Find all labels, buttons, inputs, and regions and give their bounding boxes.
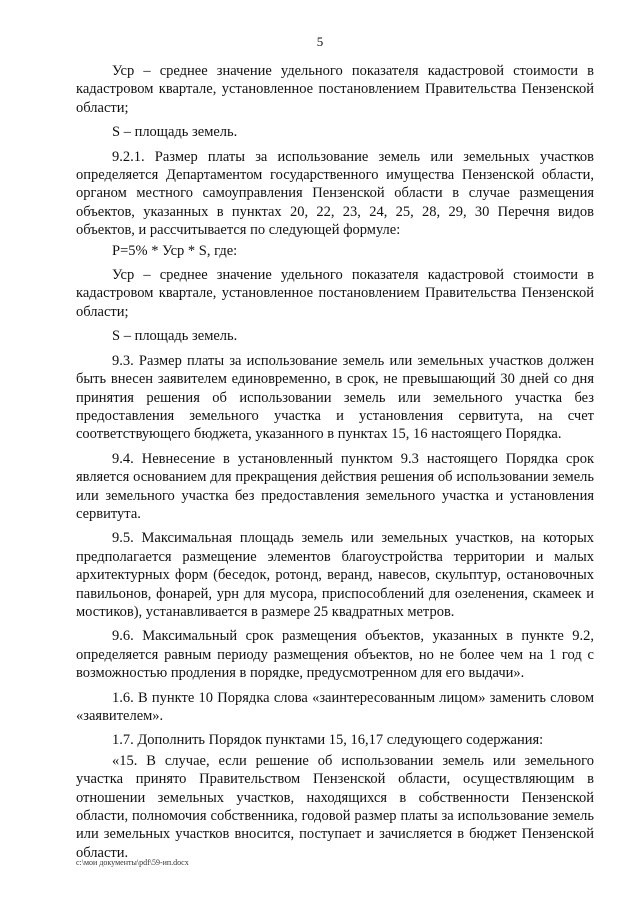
paragraph-1-6: 1.6. В пункте 10 Порядка слова «заинтересованным лицом» заменить словом «заявителем». (76, 689, 594, 724)
paragraph-ucp-definition: Уср – среднее значение удельного показателя кадастровой стоимости в кадастровом квартале, установленное постановлением Правительства Пензенской области; (76, 63, 594, 116)
paragraph-1-7: 1.7. Дополнить Порядок пунктами 15, 16,17 следующего содержания: (112, 732, 544, 749)
paragraph-9-6: 9.6. Максимальный срок размещения объектов, указанных в пункте 9.2, определяется равным периоду размещения объектов, но не более чем на 1 год с возможностью продления в порядке, предусмотренном для его выдачи». (76, 628, 594, 682)
paragraph-9-3: 9.3. Размер платы за использование земель или земельных участков должен быть внесен заявителем единовременно, в срок, не превышающий 30 дней со дня принятия решения об использовании земель или земельного участка без предоставления земельного участка и установления сервитута, на счет соответствующего бюджета, указанного в пунктах 15, 16 настоящего Порядка. (76, 352, 594, 443)
paragraph-formula: P=5% * Уср * S, где: (112, 242, 238, 259)
paragraph-ucp-definition-2: Уср – среднее значение удельного показателя кадастровой стоимости в кадастровом квартале, установленное постановлением Правительства Пензенской области; (76, 267, 594, 320)
document-body (76, 62, 594, 868)
paragraph-15: «15. В случае, если решение об использовании земель или земельного участка принято Правительством Пензенской области, осуществляющим в отношении земельных участков, находящихся в собственности Пензенской области, полномочия собственника, годовой размер платы за использование земель или земельных участков вносится, поступает и зачисляется в бюджет Пензенской области. (76, 752, 594, 861)
paragraph-9-2-1: 9.2.1. Размер платы за использование земель или земельных участков определяется Департаментом государственного имущества Пензенской области, органом местного самоуправления Пензенской области в случае размещения объектов, указанных в пунктах 20, 22, 23, 24, 25, 28, 29, 30 Перечня видов объектов, и рассчитывается по следующей формуле: (76, 148, 594, 239)
page-number: 5 (316, 34, 324, 49)
paragraph-s-definition-2: S – площадь земель. (112, 328, 238, 345)
paragraph-s-definition: S – площадь земель. (112, 124, 238, 141)
paragraph-9-5: 9.5. Максимальная площадь земель или земельных участков, на которых предполагается размещение элементов благоустройства территории и малых архитектурных форм (беседок, ротонд, веранд, навесов, скульптур, остановочных павильонов, фонарей, урн для мусора, приспособлений для озеленения, скамеек и мостиков), устанавливается в размере 25 квадратных метров. (76, 530, 594, 620)
footer-file-path: c:\мои документы\pdf\59-ип.docx (76, 858, 189, 867)
paragraph-9-4: 9.4. Невнесение в установленный пунктом 9.3 настоящего Порядка срок является основанием для прекращения действия решения об использовании земель или земельного участка без предоставления земельного участка и установления сервитута. (76, 450, 594, 522)
